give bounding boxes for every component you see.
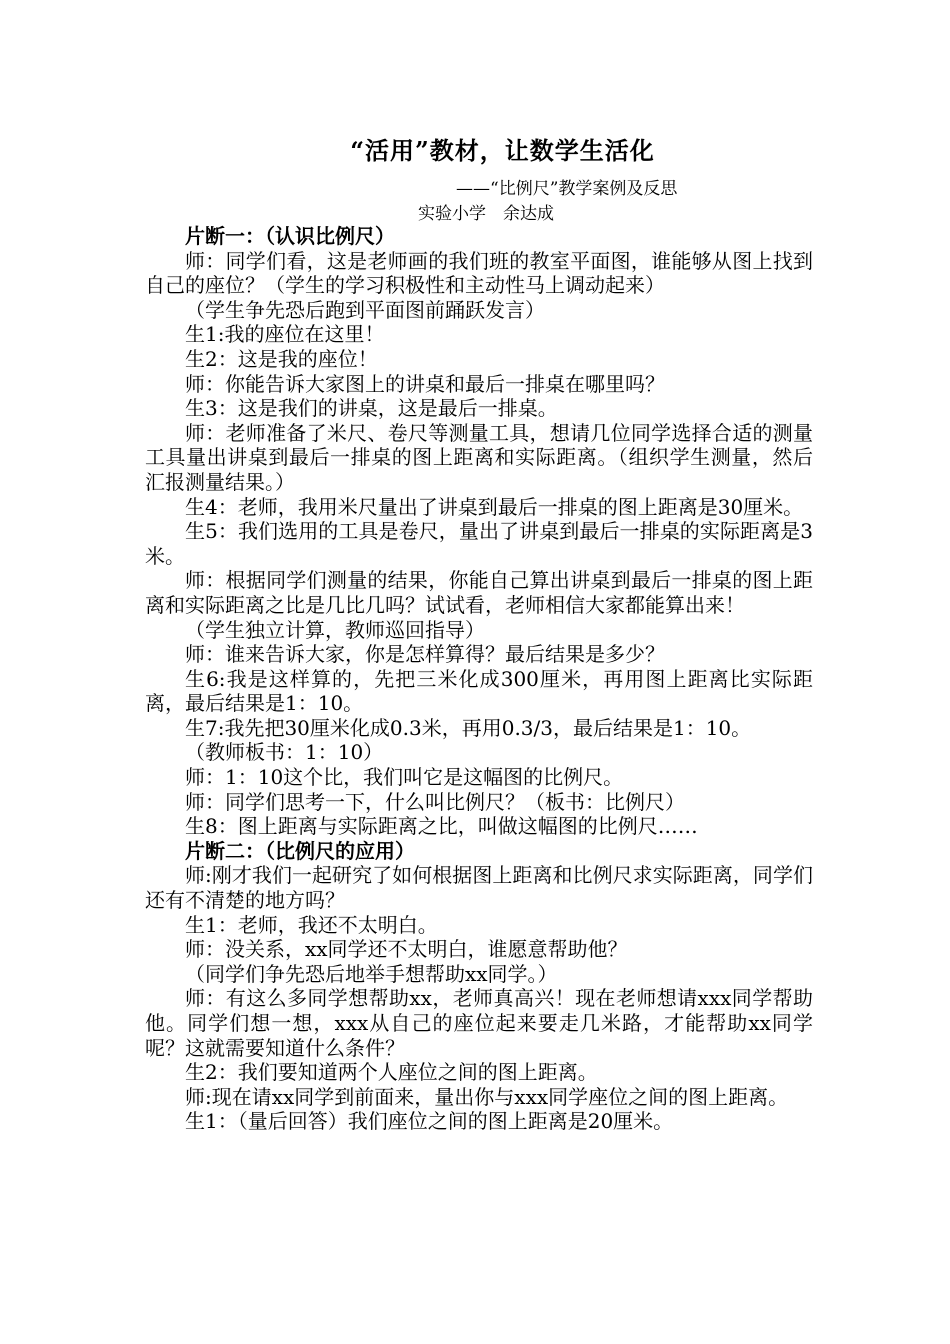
paragraph: 生8：图上距离与实际距离之比，叫做这幅图的比例尺…… xyxy=(185,814,698,839)
paragraph: 生2：这是我的座位！ xyxy=(185,346,378,371)
document-title: “活用”教材，让数学生活化 xyxy=(350,136,655,165)
paragraph: 师:现在请xx同学到前面来，量出你与xxx同学座位之间的图上距离。 xyxy=(185,1084,789,1109)
paragraph: 师:刚才我们一起研究了如何根据图上距离和比例尺求实际距离，同学们还有不清楚的地方吗？ xyxy=(145,863,813,913)
paragraph: 师：有这么多同学想帮助xx，老师真高兴！现在老师想请xxx同学帮助他。同学们想一想，xxx从自己的座位起来要走几米路，才能帮助xx同学呢？这就需要知道什么条件？ xyxy=(145,986,813,1060)
document-body xyxy=(145,224,813,1134)
paragraph: 师：同学们思考一下，什么叫比例尺？（板书：比例尺） xyxy=(185,789,685,814)
paragraph: 生3：这是我们的讲桌，这是最后一排桌。 xyxy=(185,396,558,421)
paragraph: 生5：我们选用的工具是卷尺，量出了讲桌到最后一排桌的实际距离是3米。 xyxy=(145,519,813,568)
paragraph: 师：老师准备了米尺、卷尺等测量工具，想请几位同学选择合适的测量工具量出讲桌到最后一排桌的图上距离和实际距离。（组织学生测量，然后汇报测量结果。） xyxy=(145,420,813,494)
paragraph: 师：谁来告诉大家，你是怎样算得？最后结果是多少？ xyxy=(185,642,665,667)
paragraph: 生1:我的座位在这里！ xyxy=(185,322,385,347)
paragraph: 师：你能告诉大家图上的讲桌和最后一排桌在哪里吗？ xyxy=(185,371,665,396)
paragraph: （同学们争先恐后地举手想帮助xx同学。） xyxy=(185,961,558,986)
paragraph: 师：1：10这个比，我们叫它是这幅图的比例尺。 xyxy=(185,765,624,790)
paragraph: 生1：（量后回答）我们座位之间的图上距离是20厘米。 xyxy=(185,1109,674,1134)
section-heading: 片断二：（比例尺的应用） xyxy=(185,838,415,863)
document-subtitle: ——“比例尺”教学案例及反思 xyxy=(456,179,678,199)
paragraph: 生1：老师，我还不太明白。 xyxy=(185,912,438,937)
paragraph: 师：根据同学们测量的结果，你能自己算出讲桌到最后一排桌的图上距离和实际距离之比是几比几吗？试试看，老师相信大家都能算出来！ xyxy=(145,568,813,617)
paragraph: 生4：老师，我用米尺量出了讲桌到最后一排桌的图上距离是30厘米。 xyxy=(185,494,804,519)
paragraph: 师：同学们看，这是老师画的我们班的教室平面图，谁能够从图上找到自己的座位？（学生的学习积极性和主动性马上调动起来） xyxy=(145,248,813,298)
paragraph: （学生争先恐后跑到平面图前踊跃发言） xyxy=(185,297,545,322)
paragraph: 师：没关系，xx同学还不太明白，谁愿意帮助他？ xyxy=(185,937,628,962)
document-author: 实验小学 余达成 xyxy=(418,204,554,224)
paragraph: 生2：我们要知道两个人座位之间的图上距离。 xyxy=(185,1060,598,1085)
paragraph: 生6:我是这样算的，先把三米化成300厘米，再用图上距离比实际距离，最后结果是1：10。 xyxy=(145,666,813,716)
paragraph: （教师板书：1：10） xyxy=(185,740,384,765)
section-heading: 片断一：（认识比例尺） xyxy=(185,224,395,248)
paragraph: （学生独立计算，教师巡回指导） xyxy=(185,617,485,642)
paragraph: 生7:我先把30厘米化成0.3米，再用0.3/3，最后结果是1：10。 xyxy=(185,715,752,740)
